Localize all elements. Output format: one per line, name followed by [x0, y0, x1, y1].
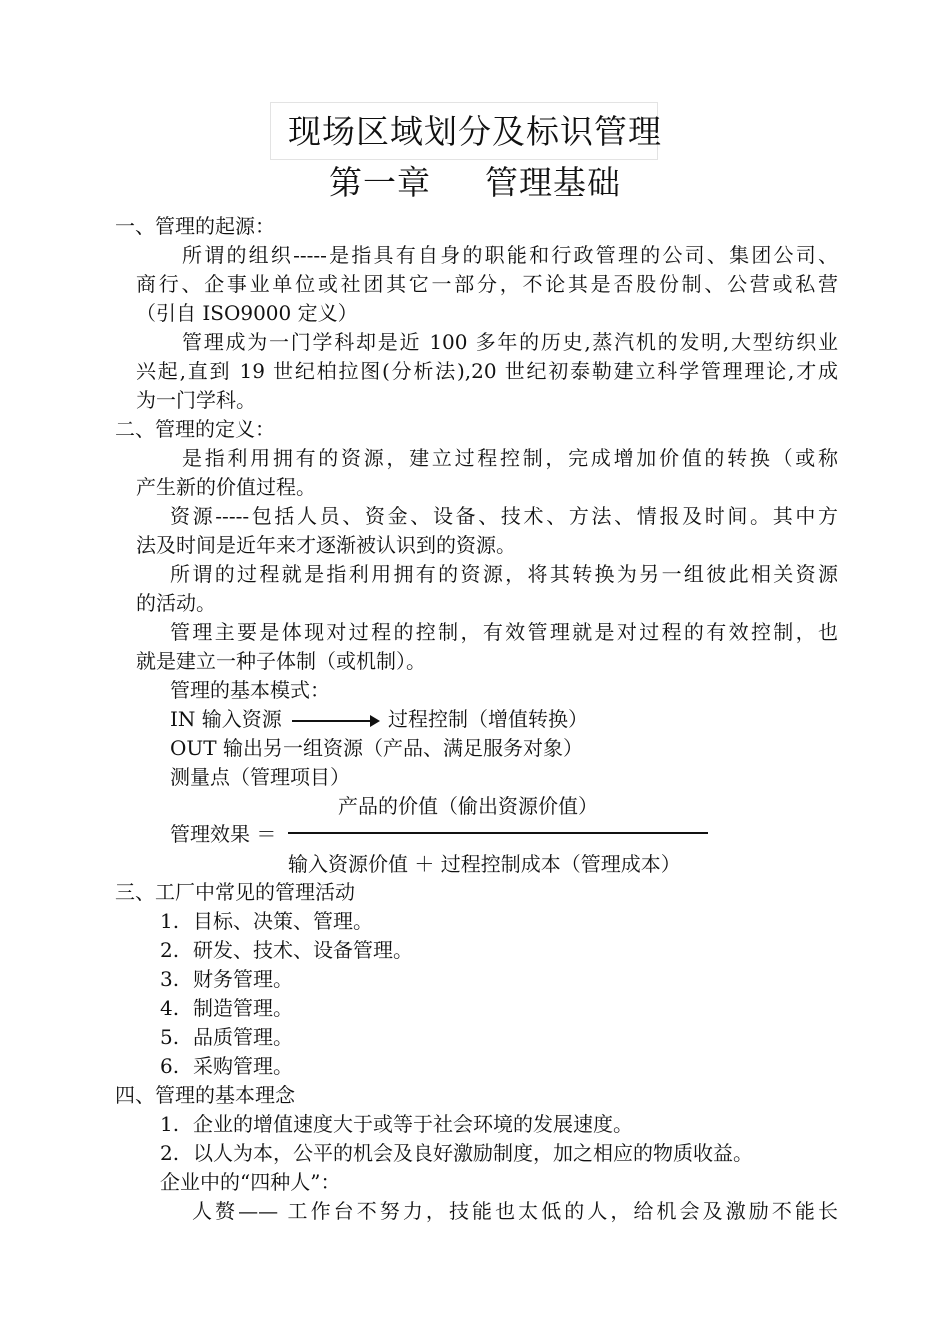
formula-denominator: 输入资源价值 ＋ 过程控制成本（管理成本）	[288, 852, 681, 876]
measure-point: 测量点（管理项目）	[170, 765, 350, 789]
formula-lhs: 管理效果 ＝	[170, 822, 277, 846]
list-item: 6. 采购管理。	[160, 1054, 293, 1078]
mode-label: 管理的基本模式：	[170, 678, 330, 702]
output-resource: OUT 输出另一组资源（产品、满足服务对象）	[170, 736, 583, 760]
document-title: 现场区域划分及标识管理	[288, 112, 662, 151]
paragraph-line: 所谓的过程就是指利用拥有的资源，将其转换为另一组彼此相关资源	[170, 562, 838, 586]
paragraph-line: 兴起,直到 19 世纪柏拉图(分析法),20 世纪初泰勒建立科学管理理论,才成	[136, 359, 838, 383]
process-control: 过程控制（增值转换）	[388, 707, 588, 731]
section-2-heading: 二、管理的定义：	[115, 417, 275, 441]
paragraph-line: 人赘—— 工作台不努力，技能也太低的人，给机会及激励不能长	[192, 1199, 838, 1223]
paragraph-line: 法及时间是近年来才逐渐被认识到的资源。	[136, 533, 516, 557]
paragraph-line: 产生新的价值过程。	[136, 475, 316, 499]
paragraph-line: 为一门学科。	[136, 388, 256, 412]
paragraph-line: 商行、企事业单位或社团其它一部分，不论其是否股份制、公营或私营	[136, 272, 838, 296]
paragraph-line: 管理主要是体现对过程的控制，有效管理就是对过程的有效控制，也	[170, 620, 838, 644]
paragraph-line: （引自 ISO9000 定义）	[136, 301, 358, 325]
section-1-heading: 一、管理的起源：	[115, 214, 275, 238]
paragraph-line: 所谓的组织-----是指具有自身的职能和行政管理的公司、集团公司、	[182, 243, 838, 267]
chapter-name: 管理基础	[485, 163, 621, 202]
formula-numerator: 产品的价值（偷出资源价值）	[338, 794, 598, 818]
section-4-heading: 四、管理的基本理念	[115, 1083, 295, 1107]
chapter-label: 第一章	[329, 163, 431, 202]
list-item: 1. 企业的增值速度大于或等于社会环境的发展速度。	[160, 1112, 633, 1136]
arrow-right-icon	[292, 720, 378, 722]
fraction-bar	[288, 832, 708, 834]
section-3-heading: 三、工厂中常见的管理活动	[115, 880, 355, 904]
chapter-heading	[0, 157, 950, 204]
list-item: 2. 以人为本，公平的机会及良好激励制度，加之相应的物质收益。	[160, 1141, 753, 1165]
paragraph-line: 是指利用拥有的资源，建立过程控制，完成增加价值的转换（或称	[182, 446, 838, 470]
list-item: 3. 财务管理。	[160, 967, 293, 991]
paragraph-line: 资源-----包括人员、资金、设备、技术、方法、情报及时间。其中方	[170, 504, 838, 528]
paragraph-line: 的活动。	[136, 591, 216, 615]
four-people-label: 企业中的“四种人”：	[160, 1170, 341, 1194]
paragraph-line: 管理成为一门学科却是近 100 多年的历史,蒸汽机的发明,大型纺织业	[182, 330, 838, 354]
list-item: 5. 品质管理。	[160, 1025, 293, 1049]
list-item: 2. 研发、技术、设备管理。	[160, 938, 413, 962]
paragraph-line: 就是建立一种子体制（或机制）。	[136, 649, 426, 673]
list-item: 4. 制造管理。	[160, 996, 293, 1020]
list-item: 1. 目标、决策、管理。	[160, 909, 373, 933]
input-resource: IN 输入资源	[170, 707, 282, 731]
